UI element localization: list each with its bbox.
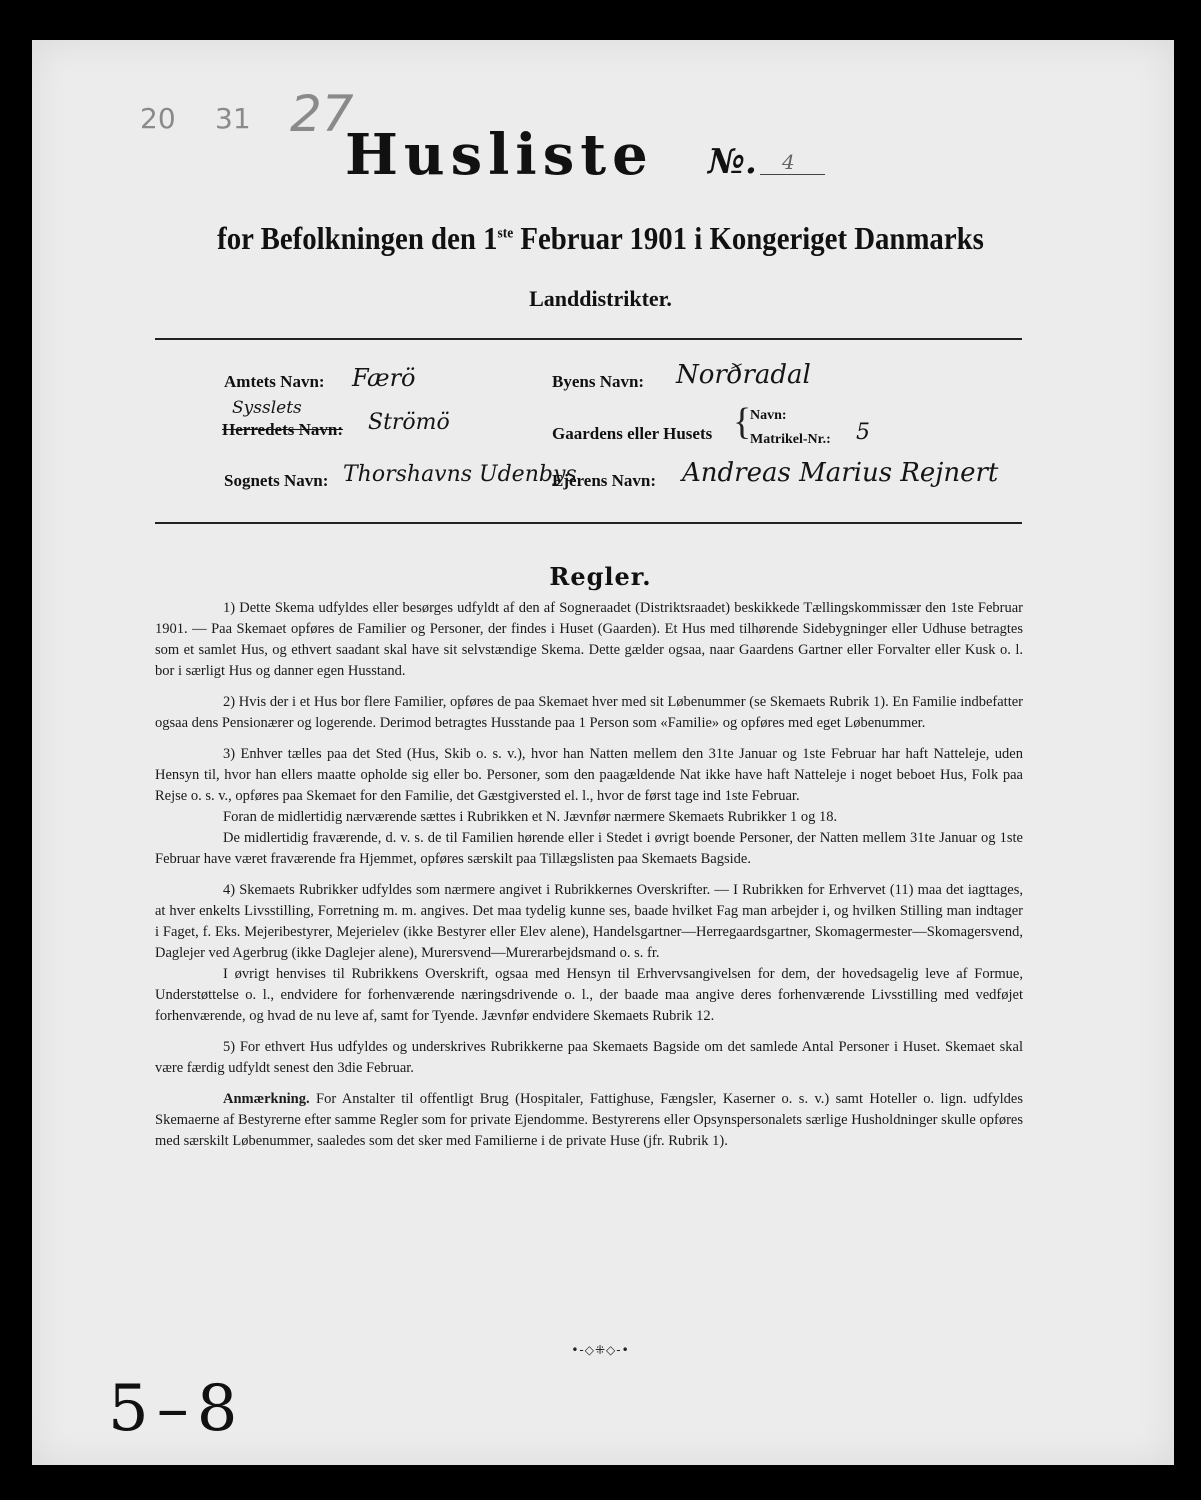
- rule-5: 5) For ethvert Hus udfyldes og underskrives Rubrikkerne paa Skemaets Bagside om det samlede Antal Personer i Huset. Skemaet skal være færdig udfyldt senest den 3die Februar.: [155, 1039, 1023, 1076]
- rule-3b: Foran de midlertidig nærværende sættes i Rubrikken et N. Jævnfør nærmere Skemaets Rubrikker 1 og 18.: [223, 809, 838, 825]
- ejer-label: Ejerens Navn:: [552, 471, 657, 490]
- herred-correction: Sysslets: [232, 398, 302, 418]
- rule-4b: I øvrigt henvises til Rubrikkens Overskrift, ogsaa med Hensyn til Erhvervsangivelsen for dem, der hovedsagelig leve af Formue, Understøttelse o. l., endvidere for forhenværende næringsdrivende o. l., der baade maa angive deres forhenværende Livsstilling med vedføjet forhenværende, og hvad de nu leve af, samt for Tyende. Jævnfør endvidere Skemaets Rubrik 12.: [155, 966, 1023, 1024]
- subtitle-pre: for Befolkningen den 1: [217, 220, 498, 256]
- subtitle-sup: ste: [497, 225, 514, 242]
- number-label: №.: [708, 142, 757, 182]
- gaard-label: Gaardens eller Husets: [552, 424, 713, 443]
- pencil-note-mid: 31: [215, 102, 251, 135]
- page-title: Husliste: [345, 122, 654, 188]
- rule-4: 4) Skemaets Rubrikker udfyldes som nærmere angivet i Rubrikkernes Overskrifter. — I Rubrikken for Erhvervet (11) maa det iagttages, at hver enkelts Livsstilling, Forretning m. m. angives. Det maa tydelig kunne ses, baade hvilket Fag man arbejder i, og hvilken Stilling man indtager i Faget, f. Eks. Mejeribestyrer, Mejerielev (ikke Bestyrer eller Elev alene), Handelsgartner—Herregaardsgartner, Skomagermester—Skomagersvend, Daglejer ved Agerbrug (ikke Daglejer alene), Murersvend—Murerarbejdsmand o. s. fr.: [155, 882, 1023, 961]
- rule-2: 2) Hvis der i et Hus bor flere Familier, opføres de paa Skemaet hver med sit Løbenummer (se Skemaets Rubrik 1). En Familie indbefatter ogsaa dens Pensionærer og logerende. Derimod betragtes Husstande paa 1 Person som «Familie» og opføres med eget Løbenummer.: [155, 694, 1023, 731]
- amt-label: Amtets Navn:: [224, 372, 325, 391]
- herred-value: Strömö: [368, 410, 450, 435]
- note-text: For Anstalter til offentligt Brug (Hospitaler, Fattighuse, Fængsler, Kaserner o. s. v.) samt Hoteller o. lign. udfyldes Skemaerne af Bestyrerne efter samme Regler som for private Ejendomme. Bestyrerens eller Opsynspersonalets særlige Husholdninger skulle opføres med særskilt Løbenummer, saaledes som det sker med Familierne i de private Huse (jfr. Rubrik 1).: [155, 1091, 1023, 1149]
- number-underline: [760, 174, 825, 175]
- navn-label: Navn:: [750, 408, 787, 423]
- sogn-label: Sognets Navn:: [224, 471, 329, 490]
- rules-heading: Regler.: [549, 562, 652, 591]
- ejer-value: Andreas Marius Rejnert: [682, 458, 999, 488]
- subtitle: [60, 220, 1141, 257]
- subtitle-post: Februar 1901 i Kongeriget Danmarks: [513, 220, 984, 256]
- rule-note: [155, 1089, 1023, 1152]
- pencil-note-handwritten: 27: [290, 85, 354, 143]
- note-label: Anmærkning.: [223, 1091, 310, 1107]
- ornament-divider: •-◇⁜◇-•: [571, 1343, 630, 1357]
- rules-body: [155, 598, 1023, 1162]
- sogn-value: Thorshavns Udenbys: [343, 462, 577, 487]
- matrikel-value: 5: [856, 420, 870, 445]
- divider-top: [155, 338, 1022, 340]
- by-value: Norðradal: [676, 360, 811, 390]
- divider-bottom: [155, 522, 1022, 524]
- rule-3: 3) Enhver tælles paa det Sted (Hus, Skib o. s. v.), hvor han Natten mellem den 31te Januar og 1ste Februar har haft Natteleje, uden Hensyn til, hvor han ellers maatte opholde sig eller bo. Personer, som den paagældende Nat ikke have haft Natteleje i noget beboet Hus, Folk paa Rejse o. s. v., opføres paa Skemaet for den Familie, det Gæstgiversted el. l., hvor de først tage ind 1ste Februar.: [155, 746, 1023, 804]
- rule-3c: De midlertidig fraværende, d. v. s. de til Familien hørende eller i Stedet i øvrigt boende Personer, der Natten mellem 31te Januar og 1ste Februar have været fraværende fra Hjemmet, opføres særskilt paa Tillægslisten paa Skemaets Bagside.: [155, 830, 1023, 867]
- matrikel-label: Matrikel-Nr.:: [750, 432, 831, 447]
- herred-label: Herredets Navn:: [222, 420, 344, 439]
- by-label: Byens Navn:: [552, 372, 645, 391]
- amt-value: Færö: [352, 364, 416, 392]
- subtitle-districts: Landdistrikter.: [529, 286, 672, 311]
- bottom-handwritten-note: 5–8: [108, 1372, 246, 1446]
- rule-1: 1) Dette Skema udfyldes eller besørges udfyldt af den af Sogneraadet (Distriktsraadet) beskikkede Tællingskommissær den 1ste Februar 1901. — Paa Skemaet opføres de Familier og Personer, der findes i Huset (Gaarden). Et Hus med tilhørende Sidebygninger eller Udhuse betragtes som et samlet Hus, og ethvert saadant skal have sit selvstændige Skema. Dette gælder ogsaa, naar Gaardens Gartner eller Forvalter eller Kusk o. l. bor i særligt Hus og danner egen Husstand.: [155, 600, 1023, 679]
- pencil-note-left: 20: [140, 102, 176, 135]
- number-value: 4: [782, 150, 795, 174]
- brace-left: {: [733, 401, 752, 443]
